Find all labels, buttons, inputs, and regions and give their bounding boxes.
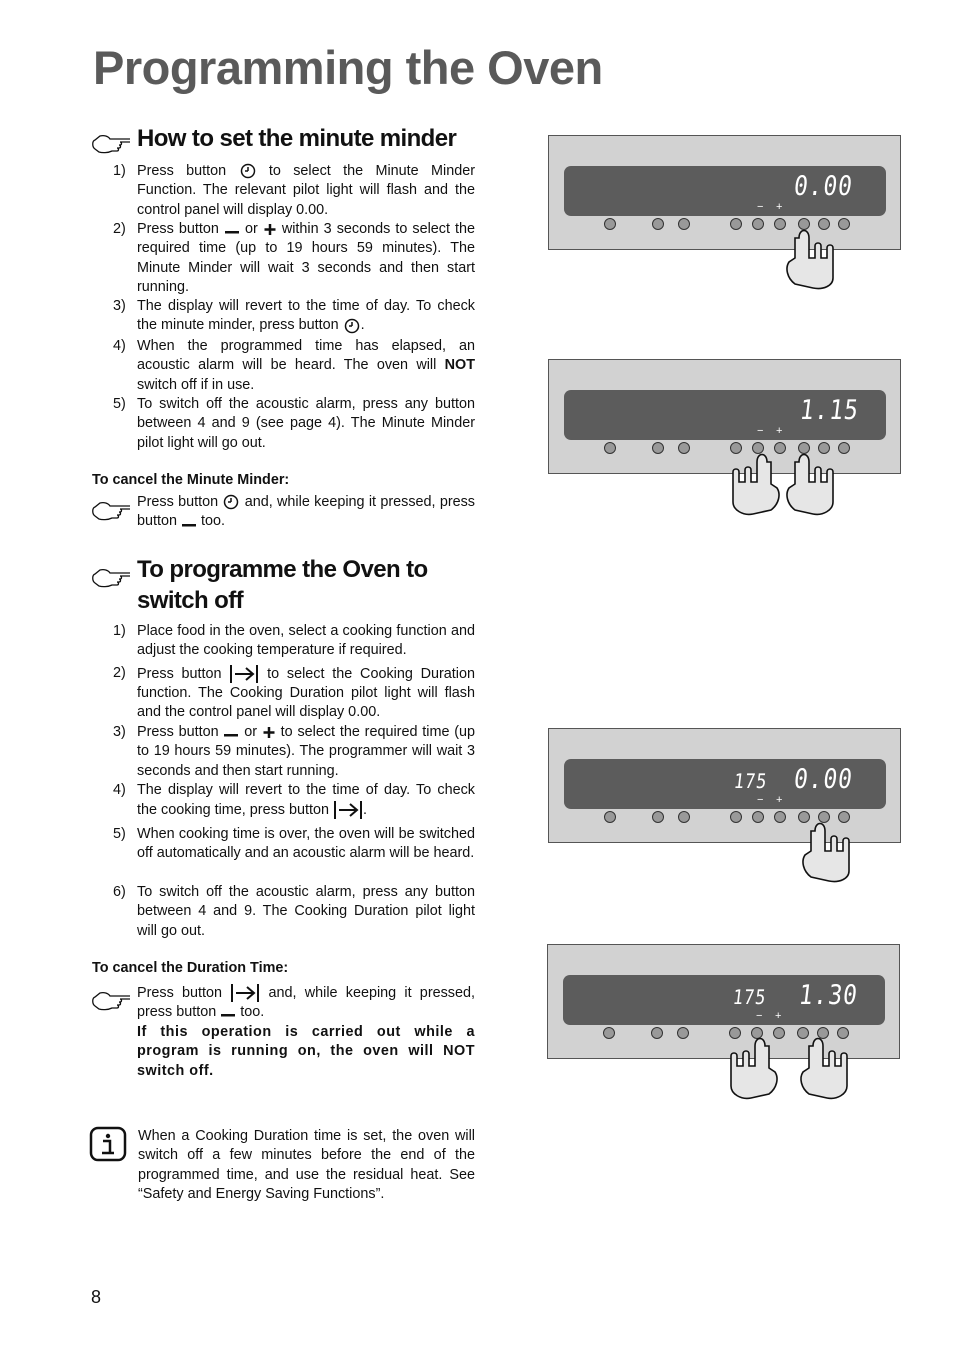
function-button[interactable] (651, 1027, 663, 1039)
list-item: 1) Press button to select the Minute Minder Function. The relevant pilot light will flash and the control panel will display 0.00. (113, 163, 476, 218)
minus-icon (220, 1006, 236, 1018)
temperature-display: 175 (732, 769, 769, 793)
pointing-hand-icon (90, 565, 132, 589)
time-display: 0.00 (792, 171, 855, 202)
pressing-hand-icon (783, 442, 843, 517)
display-strip (564, 390, 886, 440)
list-item: 2) Press button to select the Cooking Duration function. The Cooking Duration pilot light will flash and the control panel will display 0.00. (113, 665, 476, 721)
switch-off-heading: To programme the Oven to switch off (137, 556, 428, 614)
warning-text: If this operation is carried out while a program is running on, the oven will NOT switch off. (137, 1024, 475, 1079)
pressing-hand-icon (797, 1026, 857, 1101)
cancel-duration-text: Press button and, while keeping it pressed, press button too. (137, 984, 476, 1021)
minus-label: − (757, 201, 764, 213)
function-button[interactable] (652, 442, 664, 454)
pointing-hand-icon (90, 988, 132, 1012)
clock-icon (343, 318, 361, 334)
minus-label: − (757, 425, 764, 437)
minus-icon (224, 223, 240, 235)
on-off-button[interactable] (604, 811, 616, 823)
list-item: 3) The display will revert to the time of day. To check the minute minder, press button . (113, 298, 475, 334)
page-number: 8 (91, 1287, 102, 1307)
page-title: Programming the Oven (93, 41, 603, 94)
plus-icon (263, 222, 277, 236)
cooking-duration-icon (333, 800, 363, 820)
pressing-hand-icon (723, 442, 783, 517)
minus-label: − (757, 794, 764, 806)
list-item: 6) To switch off the acoustic alarm, press any button between 4 and 9. The Cooking Duration pilot light will go out. (113, 884, 475, 939)
on-off-button[interactable] (604, 218, 616, 230)
list-item: 4) When the programmed time has elapsed, an acoustic alarm will be heard. The oven will NOT switch off if in use. (113, 338, 475, 393)
list-item: 1) Place food in the oven, select a cooking function and adjust the cooking temperature if required. (113, 623, 475, 659)
clock-button[interactable] (730, 811, 742, 823)
list-item: 5) When cooking time is over, the oven will be switched off automatically and an acoustic alarm will be heard. (113, 826, 475, 862)
plus-label: + (776, 201, 783, 213)
display-strip (564, 166, 886, 216)
minus-button[interactable] (752, 811, 764, 823)
pressing-hand-icon (783, 218, 843, 290)
plus-label: + (776, 794, 783, 806)
cooking-duration-icon (229, 664, 259, 684)
button-row (549, 218, 900, 234)
pressing-hand-icon (721, 1026, 781, 1101)
cancel-duration-heading: To cancel the Duration Time: (92, 960, 289, 976)
clock-button[interactable] (730, 218, 742, 230)
temperature-button[interactable] (678, 811, 690, 823)
clock-icon (222, 494, 240, 510)
temperature-button[interactable] (678, 218, 690, 230)
info-icon (89, 1126, 127, 1162)
cancel-minute-minder-heading: To cancel the Minute Minder: (92, 472, 290, 488)
time-display: 1.30 (797, 980, 860, 1011)
function-button[interactable] (652, 218, 664, 230)
display-strip (563, 975, 885, 1025)
plus-button[interactable] (774, 811, 786, 823)
minus-label: − (756, 1010, 763, 1022)
minus-button[interactable] (752, 218, 764, 230)
info-text: When a Cooking Duration time is set, the oven will switch off a few minutes before the end of the programmed time, and use the residual heat. See “Safety and Energy Saving Functions”. (138, 1128, 475, 1202)
list-item: 5) To switch off the acoustic alarm, press any button between 4 and 9 (see page 4). The Minute Minder pilot light will go out. (113, 396, 475, 451)
temperature-button[interactable] (678, 442, 690, 454)
list-item: 4) The display will revert to the time of day. To check the cooking time, press button . (113, 781, 475, 820)
cooking-duration-icon (230, 983, 260, 1003)
oven-control-panel (548, 135, 901, 250)
list-item: 2) Press button or within 3 seconds to select the required time (up to 19 hours 59 minutes). The Minute Minder will wait 3 seconds and then start running. (113, 221, 476, 295)
plus-label: + (776, 425, 783, 437)
clock-icon (239, 163, 257, 179)
time-display: 0.00 (792, 764, 855, 795)
pressing-hand-icon (799, 811, 859, 883)
temperature-display: 175 (731, 985, 768, 1009)
pointing-hand-icon (90, 131, 132, 155)
minus-icon (181, 516, 197, 528)
plus-label: + (775, 1010, 782, 1022)
time-display: 1.15 (798, 395, 861, 426)
minute-minder-heading: How to set the minute minder (137, 125, 457, 152)
list-item: 3) Press button or to select the required time (up to 19 hours 59 minutes). The programmer will wait 3 seconds and then start running. (113, 724, 476, 779)
cancel-minute-minder-text: Press button and, while keeping it pressed, press button too. (137, 494, 476, 530)
plus-icon (262, 725, 276, 739)
temperature-button[interactable] (677, 1027, 689, 1039)
minus-icon (223, 726, 239, 738)
function-button[interactable] (652, 811, 664, 823)
on-off-button[interactable] (603, 1027, 615, 1039)
display-strip (564, 759, 886, 809)
on-off-button[interactable] (604, 442, 616, 454)
pointing-hand-icon (90, 498, 132, 522)
